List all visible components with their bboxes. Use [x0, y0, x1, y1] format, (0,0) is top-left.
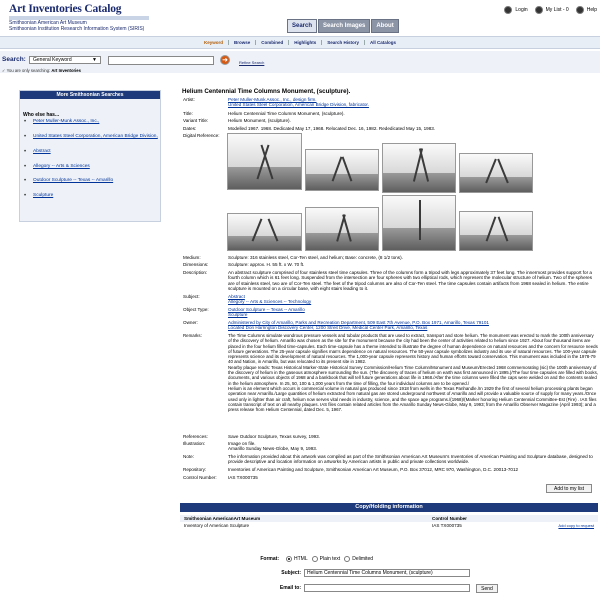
- field-description: [183, 270, 598, 292]
- site-logo[interactable]: [9, 3, 159, 32]
- list-item: [24, 178, 160, 184]
- subject-link[interactable]: Abstract: [228, 294, 245, 299]
- field-label: Dates:: [183, 126, 197, 131]
- format-plain-radio[interactable]: [312, 556, 318, 562]
- field-label: Title:: [183, 111, 193, 116]
- format-row: [160, 556, 373, 562]
- thumbnail-image[interactable]: [305, 149, 379, 191]
- email-input[interactable]: [304, 584, 470, 592]
- main-tabs: [287, 19, 399, 33]
- field-label: References:: [183, 434, 208, 439]
- login-link[interactable]: Login: [515, 6, 528, 13]
- chevron-down-icon: ▼: [92, 57, 97, 63]
- thumbnail-image[interactable]: [227, 213, 302, 251]
- field-repository: [183, 467, 598, 472]
- logo-subtitle: Smithsonian American Art Museum: [9, 20, 87, 26]
- list-item: [24, 193, 160, 199]
- format-html-label: HTML: [294, 556, 308, 562]
- format-html-radio[interactable]: [286, 556, 292, 562]
- field-label: Artist:: [183, 97, 195, 102]
- search-input[interactable]: [108, 56, 214, 65]
- subject-input[interactable]: Helium Centennial Time Columns Monument, (sculpture): [304, 569, 470, 577]
- who-else-label: Who else has...: [23, 112, 60, 118]
- list-item: [24, 119, 160, 125]
- field-note: [183, 454, 598, 465]
- remarks-paragraph: Nearby plaque reads: Texas Historical Marker-State Historical Survey Commission/Helium Time Column/Monument and Museum/Erected 1968 commemorating (sic) the 100th anniversary of the discovery of helium in the gaseous atmosphere surrounding the sun. (The discovery of traces of helium on earth was first announced in 1895.)/The four time capsules are filled with books, documents, and various objects of 1968 and a bankbook that will tell future generations about life in 1968./After the time columns were filled the caps were welded on and the contents sealed in the helium atmosphere. In 25, 50, 100 & 1,000 years from the time of filling, the four individual columns are to be opened./: [228, 364, 598, 386]
- field-medium: [183, 255, 598, 260]
- more-search-link[interactable]: Sculpture: [33, 193, 54, 199]
- add-to-list-button[interactable]: Add to my list: [546, 484, 592, 493]
- more-search-link[interactable]: Peter Muller-Munk Assoc., Inc.,: [33, 119, 100, 125]
- format-label: Format:: [260, 556, 279, 562]
- nav-highlights[interactable]: Highlights: [288, 40, 321, 45]
- digital-reference-images: [227, 133, 537, 253]
- field-value: Sculpture: 316 stainless steel, Cor-Ten steel, and helium; Base: concrete, (8 1/2 tons).: [228, 255, 403, 260]
- logo-siris: Smithsonian Institution Research Information System (SIRIS): [9, 26, 145, 32]
- thumbnail-image[interactable]: [382, 143, 456, 193]
- field-value: Inventories of American Painting and Sculpture, Smithsonian American Art Museum, P.O. Box 37012, MRC 970, Washington, D.C. 20013-7012: [228, 467, 519, 472]
- help-link[interactable]: Help: [586, 6, 597, 13]
- logo-title: Art Inventories Catalog: [9, 3, 122, 15]
- field-value: An abstract sculpture comprised of four stainless steel time capsules. Three of the columns form a tripod with legs approximately 37 feet long. The innermost provides support for a fourth column which is 61 feet long. Suspended from the intersection are four spheres with two elliptical rods, which represent the molecular structure of helium. Two of the spheres are of stainless steel, two are of Cor-Ten steel. The feet of the tripod columns are also of Cor-Ten steel. The time capsules contain artifacts from 1968 sealed in helium. The entire sculpture is mounted on a circular base, with eight stairs leading to it.: [228, 270, 593, 292]
- field-illustration: [183, 441, 598, 452]
- list-item: [24, 149, 160, 155]
- field-value: The information provided about this artwork was compiled as part of the Smithsonian American Art Museum's Inventories of American Painting and Sculpture database, designed to provide descriptive and location information on artworks by American artists in public and private collections worldwide.: [228, 454, 593, 465]
- field-label: Owner:: [183, 320, 198, 325]
- field-value: Helium Monument, (sculpture).: [228, 118, 291, 123]
- checkmark-icon: ✓: [2, 68, 6, 73]
- field-dates: [183, 126, 598, 131]
- remarks-paragraph: Helium is an element which occurs in commercial volume in natural gas produced since 1918 from wells in the Texas Panhandle./In 1929 the first of several helium processing plants began operation near Amarillo./Large quantities of helium extracted from natural gas are stored underground northwest of Amarillo and will provide a valuable source of supply for many years./Once used only in lighter than air craft, helium now serves vital needs in industry, science, and the space age programs./(1968)/(Marker honoring Helium Centennial Committee-Est (Fire) . IAS files contain transcript of text on all nearby plaques. IAS files contain related articles from the Amarillo Sunday News-Globe, May 9, 1993; from the Amarillo Observer Magazine (April 1993); and a press release from Helium Centennial, dated Dec. 5, 1967.: [228, 385, 597, 413]
- format-delimited-radio[interactable]: [344, 556, 350, 562]
- holding-number: IAS TX000735: [432, 523, 462, 528]
- mylist-icon[interactable]: [535, 6, 543, 14]
- list-item: [24, 164, 160, 170]
- list-item: [24, 134, 160, 140]
- field-label: Illustration:: [183, 441, 206, 446]
- record-title: Helium Centennial Time Columns Monument, (sculpture).: [182, 88, 351, 95]
- subject-link[interactable]: Allegory -- Arts & Sciences -- Technology: [228, 299, 312, 305]
- holding-columns: [180, 515, 598, 522]
- thumbnail-image[interactable]: [459, 211, 533, 251]
- refine-search-link[interactable]: Refine Search: [239, 60, 265, 65]
- field-label: Medium:: [183, 255, 201, 260]
- field-remarks: [183, 333, 598, 412]
- field-object-type: [183, 307, 598, 318]
- tab-about[interactable]: About: [371, 19, 398, 33]
- more-search-link[interactable]: United States Steel Corporation, American Bridge Division,: [33, 133, 158, 139]
- holding-name: Inventory of American Sculpture: [184, 523, 250, 528]
- format-plain-label: Plain text: [319, 556, 341, 562]
- mylist-link[interactable]: My List - 0: [545, 6, 569, 13]
- field-label: Subject:: [183, 294, 200, 299]
- email-row: [180, 584, 470, 592]
- more-search-link[interactable]: Allegory -- Arts & Sciences: [33, 163, 90, 169]
- field-label: Object Type:: [183, 307, 209, 312]
- help-icon[interactable]: [576, 6, 584, 14]
- field-value: Sculpture: approx. H. 55 ft. x W. 70 ft.: [228, 262, 305, 267]
- field-owner: [183, 320, 598, 331]
- nav-browse[interactable]: Browse: [228, 40, 255, 45]
- object-type-link[interactable]: Sculpture: [228, 312, 248, 318]
- holding-header: Copy/Holding information: [180, 503, 598, 512]
- search-scope-note: [2, 68, 81, 73]
- nav-search-history[interactable]: Search History: [321, 40, 364, 45]
- more-searches-list: [24, 119, 160, 199]
- field-value: Save Outdoor Sculpture, Texas survey, 1993.: [228, 434, 321, 439]
- holding-table: [180, 515, 598, 530]
- email-label: Email to:: [279, 584, 301, 591]
- tab-search-images[interactable]: Search Images: [318, 19, 370, 33]
- field-artist: [183, 97, 598, 108]
- format-delimited-label: Delimited: [352, 556, 374, 562]
- field-label: Note:: [183, 454, 194, 459]
- subject-label: Subject:: [281, 569, 301, 576]
- artist-link[interactable]: Peter Muller-Munk Assoc., Inc., design firm.: [228, 97, 317, 102]
- field-subject: [183, 294, 598, 305]
- more-search-link[interactable]: Outdoor Sculpture -- Texas -- Amarillo: [33, 178, 114, 184]
- nav-keyword[interactable]: Keyword: [203, 39, 223, 45]
- add-copy-link[interactable]: Add copy to request: [558, 523, 594, 528]
- field-value: Amarillo Sunday News-Globe, May 9, 1993.: [228, 446, 318, 452]
- user-links: [500, 6, 597, 14]
- field-value: Modelled 1967. 1968. Dedicated May 17, 1968. Relocated Dec. 16, 1982. Rededicated May 15, 1983.: [228, 126, 436, 131]
- field-title: [183, 111, 598, 116]
- more-searches-header: More Smithsonian Searches: [20, 91, 160, 99]
- field-label: Description:: [183, 270, 208, 275]
- search-go-button[interactable]: ➜: [220, 55, 230, 65]
- field-label: Dimensions:: [183, 262, 209, 267]
- field-value: IAS TX000735: [228, 475, 258, 480]
- field-label: Repository:: [183, 467, 207, 472]
- nav-all-catalogs[interactable]: All Catalogs: [364, 40, 401, 45]
- thumbnail-image[interactable]: [382, 195, 456, 251]
- search-scope-prefix: You are only searching:: [6, 68, 51, 73]
- table-row: [180, 522, 598, 530]
- holding-col-control: Control Number: [432, 516, 467, 521]
- nav-combined[interactable]: Combined: [255, 40, 288, 45]
- field-label: Control Number:: [183, 475, 217, 480]
- search-bar: [0, 51, 600, 73]
- field-label: Digital Reference:: [183, 133, 220, 138]
- search-scope-target: Art Inventories: [51, 68, 81, 73]
- field-value: Image on file.: [228, 441, 256, 446]
- field-value: Helium Centennial Time Columns Monument, (sculpture).: [228, 111, 345, 116]
- search-label: Search:: [2, 56, 26, 63]
- search-field-select[interactable]: [29, 56, 101, 64]
- tab-search[interactable]: Search: [287, 19, 317, 33]
- owner-link[interactable]: Administered by City of Amarillo, Parks and Recreation Department, 509 East 7th Avenue, P.O. Box 1971, Amarillo, Texas 79101: [228, 320, 489, 325]
- thumbnail-image[interactable]: [227, 133, 302, 190]
- send-button[interactable]: Send: [476, 584, 498, 593]
- login-icon[interactable]: [504, 6, 512, 14]
- field-label: Remarks:: [183, 333, 202, 338]
- holding-col-museum: Smithsonian AmericanArt Museum: [184, 516, 261, 521]
- thumbnail-image[interactable]: [459, 153, 533, 193]
- search-field-value: General Keyword: [33, 57, 72, 63]
- field-references: [183, 434, 598, 439]
- field-control-number: [183, 475, 598, 480]
- more-search-link[interactable]: Abstract: [33, 148, 51, 154]
- field-label: Variant Title:: [183, 118, 209, 123]
- more-searches-panel: [19, 90, 161, 222]
- owner-link[interactable]: Located Don Harrington Discovery Center, 1200 Streit Drive, Medical Center Park, Amarillo, Texas: [228, 325, 428, 331]
- object-type-link[interactable]: Outdoor Sculpture -- Texas -- Amarillo: [228, 307, 305, 312]
- artist-link[interactable]: United States Steel Corporation, American Bridge Division, fabricator.: [228, 102, 369, 108]
- subject-row: [180, 569, 470, 577]
- field-variant-title: [183, 118, 598, 123]
- field-dimensions: [183, 262, 598, 267]
- search-type-nav: [0, 36, 600, 49]
- thumbnail-image[interactable]: [305, 207, 379, 251]
- remarks-paragraph: The Time Columns simulate wondrous pressure vessels and tubular products that are used to extract, transport and store helium. The monument was erected to mark the 100th anniversary of the discovery of helium. Amarillo was chosen as the site for the monument because the city had been the center of activities related to helium since 1927. About four thousand items are placed in the four helium filled time-capsules. Each time-capsule has a theme intended to illustrate the degree of human dependence on natural resources and the concern for resource needs of future generations. The 25-year capsule signifies man's dependence on natural resources. The 50-year capsule symbolizes industry and its use of natural resources. The 100-year capsule represents science and its development of natural resources. The 1,000-year capsule represents history and human efforts toward conservation. This monument was included in the 1978-79 40 and Nation, in Amarillo, but was relocated to its present site in 1982.: [228, 333, 598, 365]
